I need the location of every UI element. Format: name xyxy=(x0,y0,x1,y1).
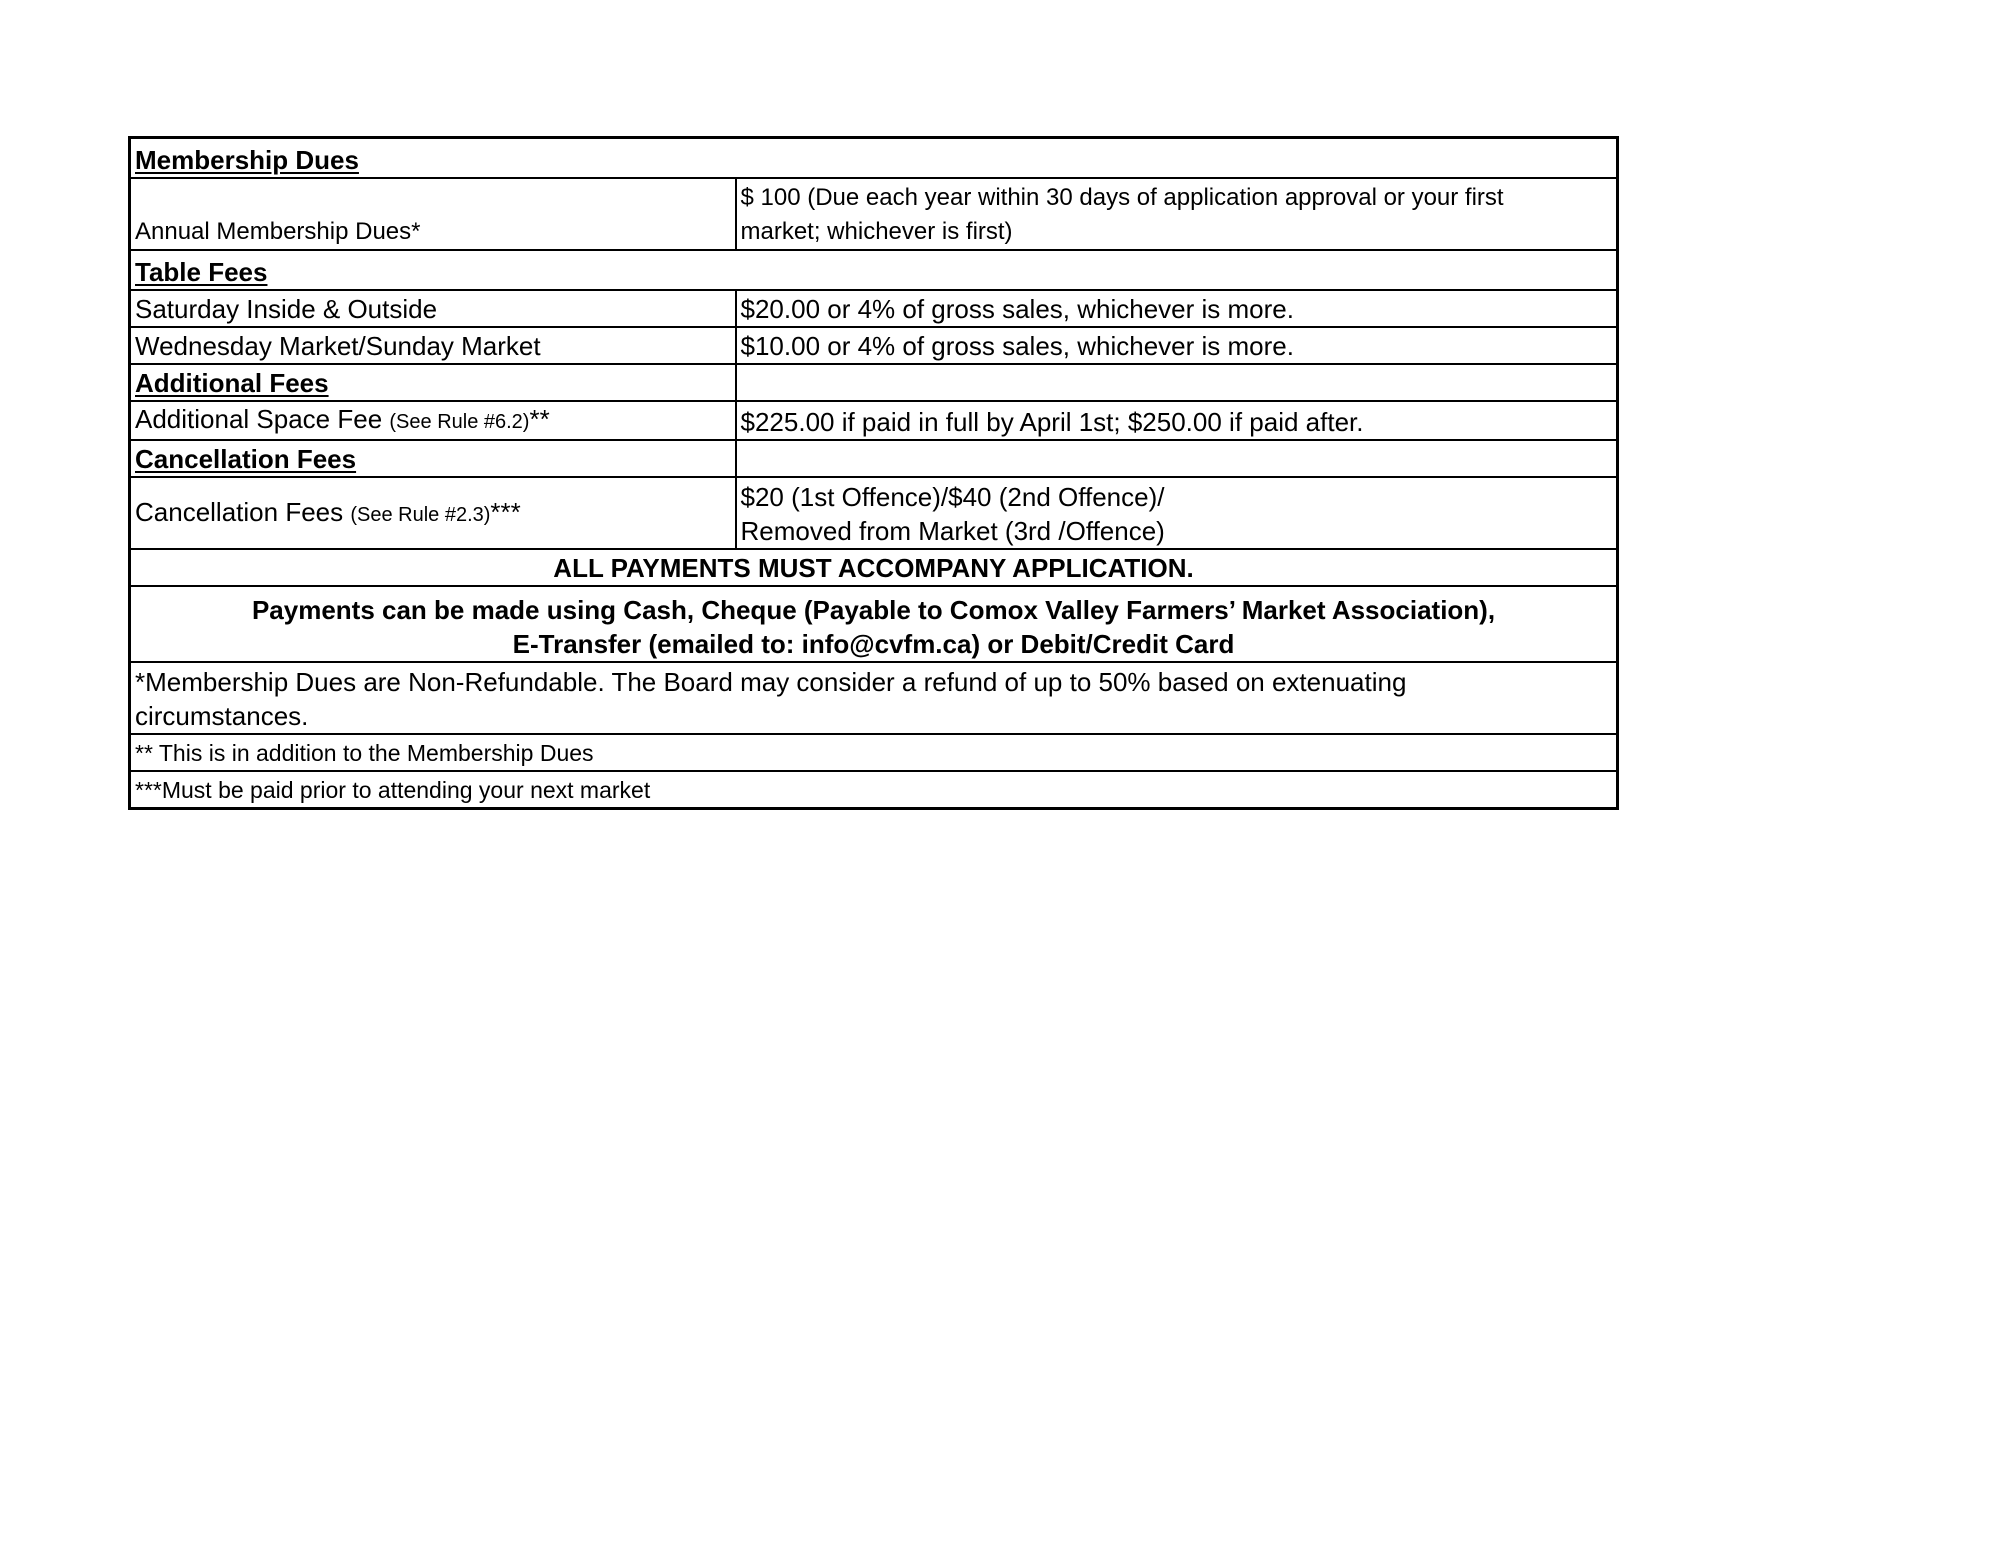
table-fee-value: $20.00 or 4% of gross sales, whichever is more. xyxy=(736,290,1618,327)
cancellation-fees-heading: Cancellation Fees xyxy=(130,440,736,477)
payments-notice: ALL PAYMENTS MUST ACCOMPANY APPLICATION. xyxy=(130,549,1618,586)
footnote-refund-line1: *Membership Dues are Non-Refundable. The Board may consider a refund of up to 50% based on extenuating xyxy=(135,667,1407,697)
annual-membership-value-line2: market; whichever is first) xyxy=(740,218,1013,245)
annual-membership-value xyxy=(736,178,1618,250)
additional-fees-heading-blank xyxy=(736,364,1618,401)
cancellation-fees-value-line2: Removed from Market (3rd /Offence) xyxy=(740,516,1165,546)
table-fee-row xyxy=(130,327,1618,364)
cancellation-fees-row xyxy=(130,477,1618,549)
additional-space-fee-rule-ref: (See Rule #6.2) xyxy=(389,411,530,433)
footnote-row xyxy=(130,662,1618,734)
table-fee-label: Wednesday Market/Sunday Market xyxy=(130,327,736,364)
footnote-row xyxy=(130,771,1618,809)
cancellation-fees-rule-ref: (See Rule #2.3) xyxy=(350,503,491,526)
footnote-refund-line2: circumstances. xyxy=(135,701,309,731)
annual-membership-row xyxy=(130,178,1618,250)
payments-notice-row xyxy=(130,549,1618,586)
membership-dues-heading: Membership Dues xyxy=(130,138,1618,179)
cancellation-fees-value-line1: $20 (1st Offence)/$40 (2nd Offence)/ xyxy=(740,482,1165,512)
cancellation-fees-marker: *** xyxy=(490,496,521,527)
fee-schedule-table xyxy=(128,136,1619,810)
cancellation-fees-heading-blank xyxy=(736,440,1618,477)
payment-methods-line1: Payments can be made using Cash, Cheque (Payable to Comox Valley Farmers’ Market Association), xyxy=(251,595,1496,625)
additional-space-fee-label xyxy=(130,401,736,440)
cancellation-fees-label-text: Cancellation Fees xyxy=(135,496,351,527)
additional-space-fee-marker: ** xyxy=(529,404,550,434)
additional-space-fee-label-text: Additional Space Fee xyxy=(135,404,390,434)
membership-dues-heading-row xyxy=(130,138,1618,179)
cancellation-fees-heading-row xyxy=(130,440,1618,477)
table-fees-heading-row xyxy=(130,250,1618,290)
payment-methods xyxy=(130,586,1618,662)
additional-fees-heading-row xyxy=(130,364,1618,401)
table-fee-row xyxy=(130,290,1618,327)
cancellation-fees-value xyxy=(736,477,1618,549)
footnote-cancellation: ***Must be paid prior to attending your next market xyxy=(130,771,1618,809)
cancellation-fees-label xyxy=(130,477,736,549)
payment-methods-row xyxy=(130,586,1618,662)
footnote-refund-policy xyxy=(130,662,1618,734)
table-fee-value: $10.00 or 4% of gross sales, whichever is more. xyxy=(736,327,1618,364)
additional-space-fee-value: $225.00 if paid in full by April 1st; $250.00 if paid after. xyxy=(736,401,1618,440)
additional-space-fee-row xyxy=(130,401,1618,440)
table-fee-label: Saturday Inside & Outside xyxy=(130,290,736,327)
annual-membership-value-line1: $ 100 (Due each year within 30 days of application approval or your first xyxy=(740,184,1504,211)
footnote-row xyxy=(130,734,1618,771)
table-fees-heading: Table Fees xyxy=(130,250,1618,290)
annual-membership-label: Annual Membership Dues* xyxy=(130,178,736,250)
footnote-additional-space: ** This is in addition to the Membership Dues xyxy=(130,734,1618,771)
payment-methods-line2: E-Transfer (emailed to: info@cvfm.ca) or Debit/Credit Card xyxy=(512,629,1235,659)
additional-fees-heading: Additional Fees xyxy=(130,364,736,401)
